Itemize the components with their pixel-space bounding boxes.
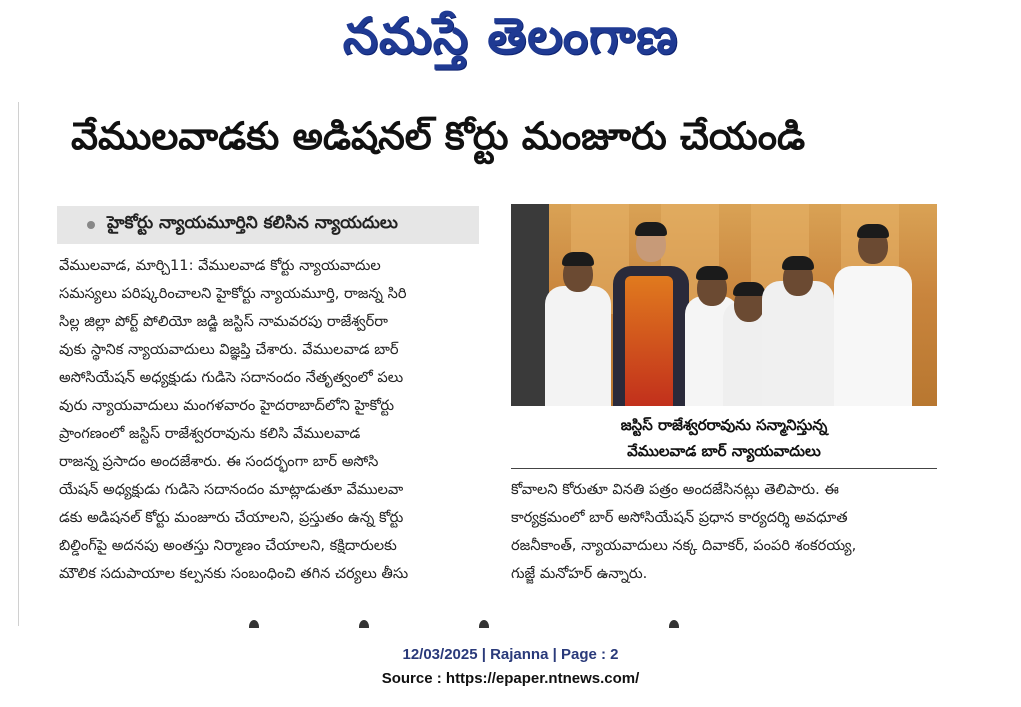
article-subhead: [57, 206, 479, 244]
body-line: సిల్ల జిల్లా పోర్ట్ పోలియో జడ్జి జస్టిస్ నామవరపు రాజేశ్వర్‌రా: [59, 313, 388, 330]
body-line: వేములవాడ, మార్చి11: వేములవాడ కోర్టు న్యాయవాదుల: [59, 257, 381, 274]
footer-date-edition: 12/03/2025 | Rajanna | Page : 2: [402, 646, 619, 663]
body-line: వురు న్యాయవాదులు మంగళవారం హైదరాబాద్‌లోని హైకోర్టు: [59, 397, 395, 414]
masthead: [0, 0, 1021, 82]
body-line: బిల్డింగ్‌పై అదనపు అంతస్తు నిర్మాణం చేయాలని, కక్షిదారులకు: [59, 537, 397, 554]
cropped-text-edge: [249, 620, 709, 628]
photo-person: [543, 236, 613, 406]
page-footer: [0, 643, 1021, 691]
body-line: రాజన్న ప్రసాదం అందజేశారు. ఈ సందర్భంగా బార్ అసోసి: [59, 453, 379, 470]
body-line: వుకు స్థానిక న్యాయవాదులు విజ్ఞప్తి చేశారు. వేములవాడ బార్: [59, 341, 399, 358]
body-line: కోవాలని కోరుతూ వినతి పత్రం అందజేసినట్లు తెలిపారు. ఈ: [511, 481, 839, 498]
body-line: యేషన్ అధ్యక్షుడు గుడిసె సదానందం మాట్లాడుతూ వేములవా: [59, 481, 404, 498]
article-body-right: [511, 476, 943, 586]
news-clipping: [18, 102, 1021, 626]
footer-source: Source : https://epaper.ntnews.com/: [381, 670, 640, 687]
article-body-left: [59, 252, 484, 587]
body-line: అసోసియేషన్ అధ్యక్షుడు గుడిసె సదానందం నేతృత్వంలో పలు: [59, 369, 404, 386]
body-line: గుజ్జే మనోహర్ ఉన్నారు.: [511, 565, 648, 582]
caption-divider: [511, 468, 937, 469]
article-headline: వేములవాడకు అడిషనల్ కోర్టు మంజూరు చేయండి: [71, 114, 806, 158]
photo-person: [611, 216, 691, 406]
body-line: డకు అడిషనల్ కోర్టు మంజూరు చేయాలని, ప్రస్తుతం ఉన్న కోర్టు: [59, 509, 404, 526]
photo-caption: [511, 412, 937, 470]
bullet-icon: [87, 221, 95, 229]
body-line: మౌలిక సదుపాయాల కల్పనకు సంబంధించి తగిన చర్యలు తీసు: [59, 565, 409, 582]
photo-person: [833, 220, 913, 406]
body-line: రజనీకాంత్, న్యాయవాదులు నక్క దివాకర్, పంపరి శంకరయ్య,: [511, 537, 857, 554]
body-line: కార్యక్రమంలో బార్ అసోసియేషన్ ప్రధాన కార్యదర్శి అవధూత: [511, 509, 848, 526]
caption-line: జస్టిస్ రాజేశ్వరరావును సన్మానిస్తున్న: [620, 416, 828, 434]
caption-line: వేములవాడ బార్ న్యాయవాదులు: [627, 442, 821, 460]
masthead-logo-text: నమస్తే తెలంగాణ: [342, 6, 679, 65]
subhead-text: హైకోర్టు న్యాయమూర్తిని కలిసిన న్యాయదులు: [107, 213, 398, 233]
article-photo: [511, 204, 937, 406]
photo-person: [761, 236, 835, 406]
body-line: సమస్యలు పరిష్కరించాలని హైకోర్టు న్యాయమూర్తి, రాజన్న సిరి: [59, 285, 407, 302]
body-line: ప్రాంగణంలో జస్టిస్ రాజేశ్వరరావును కలిసి వేములవాడ: [59, 425, 361, 442]
